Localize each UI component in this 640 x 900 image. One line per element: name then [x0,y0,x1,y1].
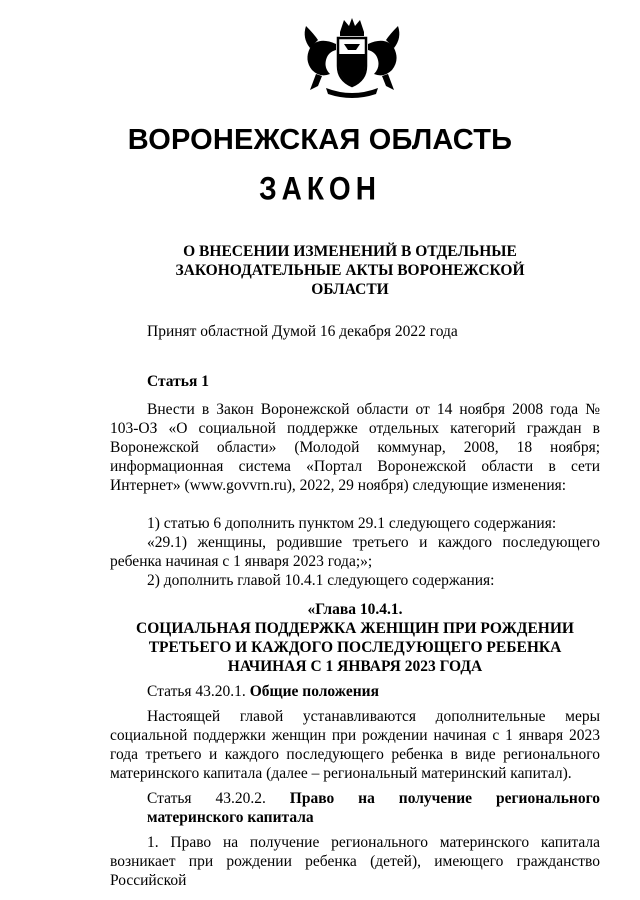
chapter-title-line: СОЦИАЛЬНАЯ ПОДДЕРЖКА ЖЕНЩИН ПРИ РОЖДЕНИИ [136,620,574,637]
article-43-20-1-heading [110,682,600,701]
article-label: Статья 43.20.2. [147,790,290,807]
law-title-line: О ВНЕСЕНИИ ИЗМЕНЕНИЙ В ОТДЕЛЬНЫЕ [183,243,517,260]
article-1-heading: Статья 1 [147,373,209,390]
article-43-20-2-heading [110,789,600,827]
law-title-line: ЗАКОНОДАТЕЛЬНЫЕ АКТЫ ВОРОНЕЖСКОЙ [175,262,525,279]
coat-of-arms-emblem [296,14,408,98]
article-title: Право на получение регионального материнского капитала [147,790,600,826]
chapter-title-line: НАЧИНАЯ С 1 ЯНВАРЯ 2023 ГОДА [227,658,483,675]
region-name: ВОРОНЕЖСКАЯ ОБЛАСТЬ [127,124,513,156]
adoption-date: Принят областной Думой 16 декабря 2022 года [147,323,458,340]
article-label: Статья 43.20.1. [147,683,250,700]
chapter-title-line: ТРЕТЬЕГО И КАЖДОГО ПОСЛЕДУЮЩЕГО РЕБЕНКА [148,639,562,656]
law-title-line: ОБЛАСТИ [311,281,389,298]
article-1-item-1: 1) статью 6 дополнить пунктом 29.1 следующего содержания: [147,515,557,532]
article-43-20-2-text: 1. Право на получение регионального материнского капитала возникает при рождении ребенка (детей), имеющего гражданство Российской [110,834,600,889]
law-title [150,242,550,299]
article-43-20-1-text: Настоящей главой устанавливаются дополнительные меры социальной поддержки женщин при рождении начиная с 1 января 2023 года третьего и каждого последующего ребенка в виде регионального материнского капитала (далее – региональный материнский капитал). [110,708,600,782]
article-1-item-1-text: «29.1) женщины, родившие третьего и каждого последующего ребенка начиная с 1 января 2023 года;»; [110,534,600,570]
document-body [110,400,600,890]
document-type: ЗАКОН [259,170,381,207]
article-title: Общие положения [249,683,379,700]
spacer [110,590,600,600]
article-1-intro: Внести в Закон Воронежской области от 14 ноября 2008 года № 103-ОЗ «О социальной поддержке отдельных категорий граждан в Воронежской области» (Молодой коммунар, 2008, 18 ноября; информационная система «Портал Воронежской области в сети Интернет» (www.govvrn.ru), 2022, 29 ноября) следующие изменения: [110,401,600,494]
spacer [110,495,600,514]
article-1-item-2: 2) дополнить главой 10.4.1 следующего содержания: [147,572,495,589]
chapter-number: «Глава 10.4.1. [307,601,403,618]
